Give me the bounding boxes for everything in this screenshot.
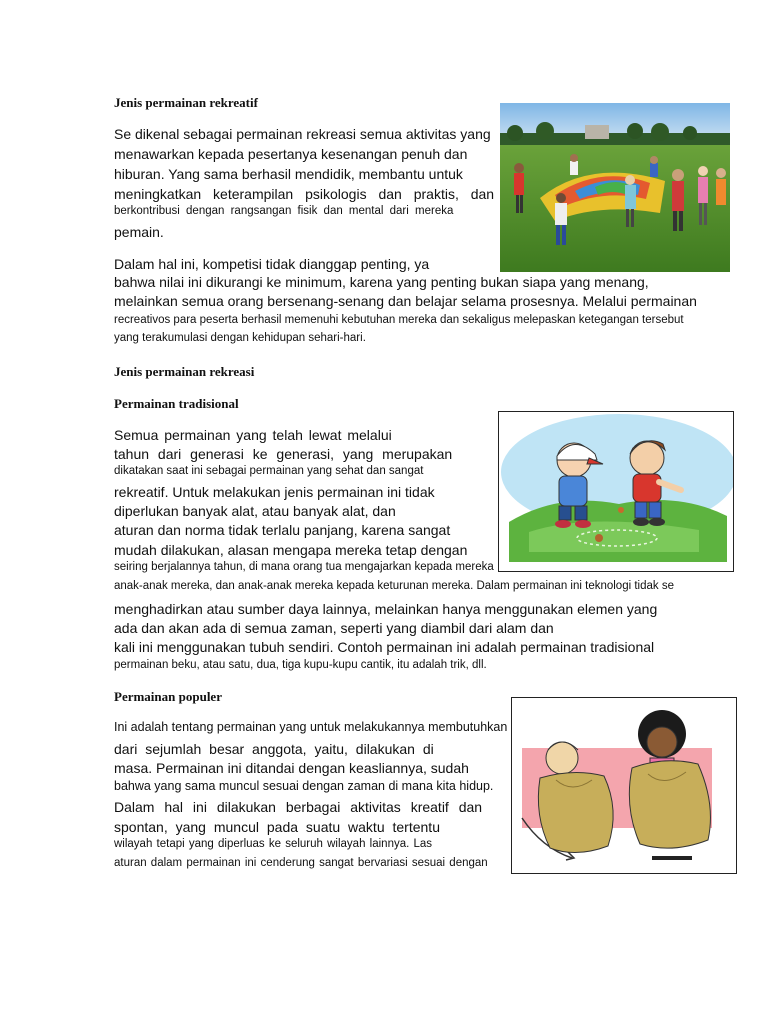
text-line: diperlukan banyak alat, atau banyak alat, dan (114, 503, 396, 519)
text-line: recreativos para peserta berhasil memenuhi kebutuhan mereka dan sekaligus melepaskan ketegangan tersebut (114, 314, 684, 326)
text-line: dikatakan saat ini sebagai permainan yang sehat dan sangat (114, 465, 424, 477)
text-line: melainkan semua orang bersenang-senang dan belajar selama prosesnya. Melalui permainan (114, 293, 697, 309)
text-line: permainan beku, atau satu, dua, tiga kupu-kupu cantik, itu adalah trik, dll. (114, 659, 487, 671)
text-line: bahwa yang sama muncul sesuai dengan zaman di mana kita hidup. (114, 779, 494, 793)
marbles-illustration (498, 411, 734, 572)
children-parachute-photo (500, 103, 730, 272)
text-line: Dalam hal ini dilakukan berbagai aktivitas kreatif dan (114, 799, 483, 815)
text-line: anak-anak mereka, dan anak-anak mereka kepada keturunan mereka. Dalam permainan ini teknologi tidak se (114, 580, 674, 592)
text-line: berkontribusi dengan rangsangan fisik dan mental dari mereka (114, 205, 454, 217)
text-line: rekreatif. Untuk melakukan jenis permainan ini tidak (114, 484, 435, 500)
text-line: spontan, yang muncul pada suatu waktu tertentu (114, 819, 440, 835)
text-line: mudah dilakukan, alasan mengapa mereka tetap dengan (114, 542, 468, 558)
heading-populer: Permainan populer (114, 689, 222, 704)
text-line: meningkatkan keterampilan psikologis dan praktis, dan (114, 186, 495, 202)
text-line: hiburan. Yang sama berhasil mendidik, membantu untuk (114, 166, 463, 182)
sack-race-illustration (511, 697, 737, 874)
text-line: masa. Permainan ini ditandai dengan keasliannya, sudah (114, 760, 469, 776)
text-line: aturan dan norma tidak terlalu panjang, karena sangat (114, 522, 451, 538)
heading-rekreasi: Jenis permainan rekreasi (114, 364, 255, 379)
text-line: Ini adalah tentang permainan yang untuk melakukannya membutuhkan (114, 720, 508, 734)
text-line: Dalam hal ini, kompetisi tidak dianggap penting, ya (114, 256, 430, 272)
text-line: bahwa nilai ini dikurangi ke minimum, karena yang penting bukan siapa yang menang, (114, 274, 649, 290)
subheading-tradisional: Permainan tradisional (114, 396, 239, 411)
heading-rekreatif: Jenis permainan rekreatif (114, 95, 258, 110)
text-line: Se dikenal sebagai permainan rekreasi semua aktivitas yang (114, 126, 491, 142)
text-line: kali ini menggunakan tubuh sendiri. Contoh permainan ini adalah permainan tradisional (114, 639, 655, 655)
text-line: aturan dalam permainan ini cenderung sangat bervariasi sesuai dengan (114, 857, 488, 869)
text-line: wilayah tetapi yang diperluas ke seluruh wilayah lainnya. Las (114, 838, 433, 850)
text-line: ada dan akan ada di semua zaman, seperti yang diambil dari alam dan (114, 620, 554, 636)
text-line: tahun dari generasi ke generasi, yang merupakan (114, 446, 453, 462)
text-line: menghadirkan atau sumber daya lainnya, melainkan hanya menggunakan elemen yang (114, 601, 658, 617)
text-line: menawarkan kepada pesertanya kesenangan penuh dan (114, 146, 468, 162)
text-line: yang terakumulasi dengan kehidupan sehari-hari. (114, 332, 366, 344)
text-line: dari sejumlah besar anggota, yaitu, dilakukan di (114, 741, 434, 757)
text-line: seiring berjalannya tahun, di mana orang tua mengajarkan kepada mereka (114, 561, 494, 573)
text-line: pemain. (114, 224, 164, 240)
text-line: Semua permainan yang telah lewat melalui (114, 427, 392, 443)
